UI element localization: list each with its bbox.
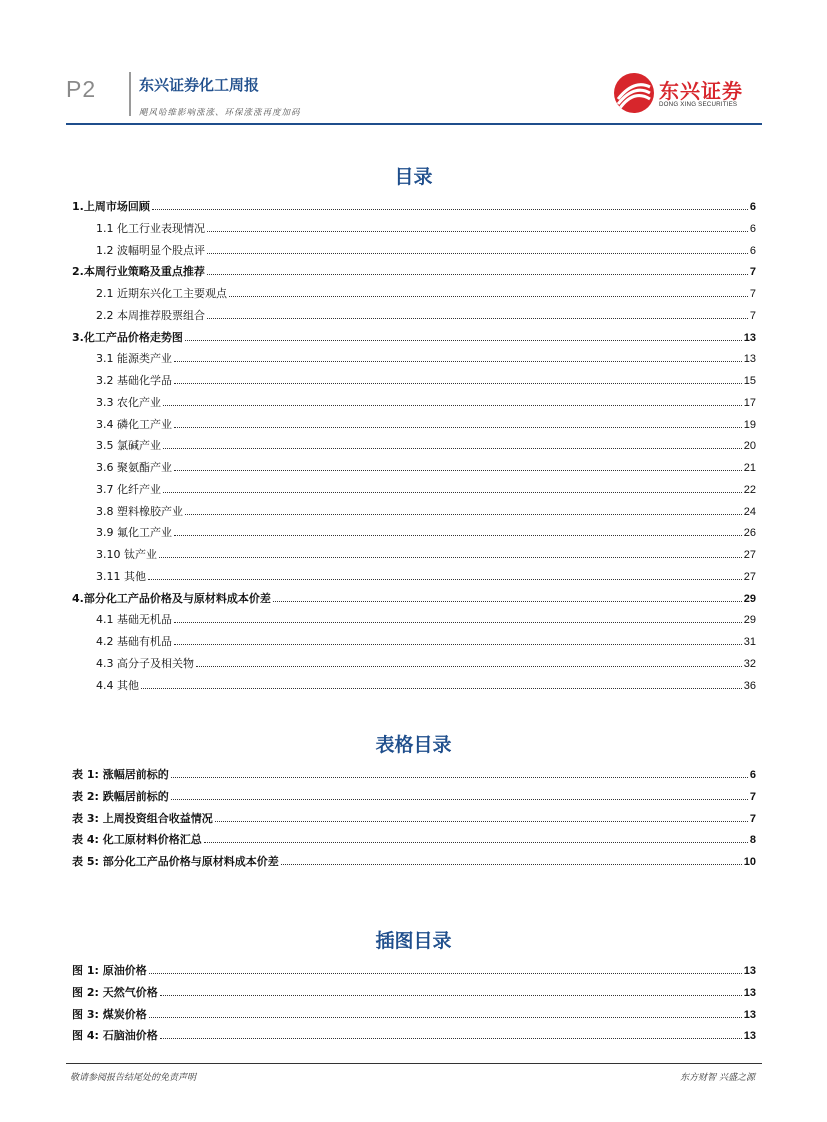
toc-entry[interactable] [96, 633, 756, 649]
toc-entry-label: 3.1 能源类产业 [96, 352, 172, 366]
toc-entry-page: 7 [749, 288, 756, 300]
toc-entry-label: 3.9 氟化工产业 [96, 526, 172, 540]
toc-entry[interactable] [72, 831, 756, 847]
toc-entry-page: 13 [743, 353, 756, 366]
toc-entry-label: 4.4 其他 [96, 678, 139, 692]
toc-leader-dots [215, 810, 748, 822]
toc-entry[interactable] [96, 655, 756, 671]
toc-leader-dots [174, 633, 742, 645]
toc-entry-page: 22 [743, 483, 756, 496]
page-number: P2 [66, 76, 97, 102]
toc-entry[interactable] [96, 350, 756, 366]
toc-entry-label: 4.2 基础有机品 [96, 635, 172, 648]
toc-entry[interactable] [96, 285, 756, 301]
toc-entry-label: 2.本周行业策略及重点推荐 [72, 265, 205, 279]
toc-leader-dots [185, 329, 742, 341]
toc-entry[interactable] [72, 984, 756, 1000]
toc-entry-label: 3.3 农化产业 [96, 395, 161, 409]
toc-entry[interactable] [96, 503, 756, 519]
toc-leader-dots [174, 611, 742, 623]
toc-entry-page: 7 [749, 309, 756, 322]
toc-leader-dots [204, 831, 748, 843]
toc-entry[interactable] [96, 677, 756, 693]
toc-leader-dots [281, 853, 742, 865]
toc-entry[interactable] [96, 307, 756, 323]
toc-leader-dots [149, 962, 742, 974]
page-header [0, 0, 827, 130]
toc-entry[interactable] [72, 962, 756, 978]
toc-entry-page: 24 [743, 505, 756, 518]
toc-leader-dots [207, 307, 748, 319]
toc-leader-dots [149, 1006, 742, 1018]
toc-leader-dots [174, 416, 742, 428]
toc-title: 目录 [394, 166, 433, 188]
toc-entry-page: 6 [749, 244, 756, 257]
toc-entry-page: 21 [743, 462, 756, 474]
toc-entry-label: 图 4: 石脑油价格 [72, 1029, 158, 1043]
toc-entry[interactable] [72, 788, 756, 804]
toc-entry[interactable] [72, 1006, 756, 1022]
header-divider [129, 72, 131, 116]
logo-text-en: DONG XING SECURITIES [659, 101, 738, 108]
disclaimer-note: 敬请参阅报告结尾处的免责声明 [70, 1073, 197, 1083]
toc-leader-dots [174, 459, 742, 471]
report-title: 东兴证券化工周报 [139, 76, 260, 94]
toc-leader-dots [196, 655, 742, 667]
toc-leader-dots [163, 437, 742, 449]
footer-rule [66, 1063, 762, 1064]
toc-leader-dots [159, 546, 742, 558]
toc-entry-label: 表 5: 部分化工产品价格与原材料成本价差 [72, 855, 279, 868]
toc-entry-page: 29 [743, 614, 756, 627]
toc-leader-dots [163, 394, 742, 406]
toc-entry-page: 13 [743, 1030, 756, 1043]
toc-entry-page: 32 [743, 657, 756, 670]
toc-entry-label: 表 4: 化工原材料价格汇总 [72, 833, 202, 847]
toc-entry-label: 3.4 磷化工产业 [96, 417, 172, 431]
footer-slogan: 东方财智 兴盛之源 [680, 1073, 755, 1083]
toc-entry-label: 1.上周市场回顾 [72, 200, 150, 213]
toc-leader-dots [229, 285, 748, 297]
toc-entry[interactable] [96, 242, 756, 258]
toc-entry[interactable] [72, 263, 756, 279]
toc-entry-page: 13 [743, 965, 756, 977]
toc-entry-page: 26 [743, 527, 756, 540]
toc-entry-label: 3.6 聚氨酯产业 [96, 461, 172, 474]
toc-entry-label: 4.1 基础无机品 [96, 613, 172, 627]
toc-leader-dots [163, 481, 742, 493]
toc-entry-page: 6 [749, 222, 756, 235]
toc-entry-page: 15 [743, 375, 756, 387]
toc-entry-page: 19 [743, 418, 756, 431]
toc-entry-label: 3.7 化纤产业 [96, 482, 161, 496]
toc-entry-page: 29 [743, 592, 756, 605]
toc-entry-page: 17 [743, 396, 756, 409]
toc-entry[interactable] [72, 1027, 756, 1043]
toc-entry[interactable] [96, 546, 756, 562]
toc-entry-label: 3.2 基础化学品 [96, 374, 172, 387]
toc-entry[interactable] [96, 394, 756, 410]
toc-entry-label: 1.1 化工行业表现情况 [96, 221, 205, 235]
toc-entry[interactable] [72, 766, 756, 782]
figures-toc-title: 插图目录 [375, 930, 452, 952]
toc-entry[interactable] [72, 329, 756, 345]
toc-entry[interactable] [96, 220, 756, 236]
toc-entry-label: 1.2 波幅明显个股点评 [96, 243, 205, 257]
toc-entry-page: 7 [749, 790, 756, 803]
toc-entry-label: 3.11 其他 [96, 569, 146, 583]
toc-entry-page: 6 [749, 769, 756, 781]
toc-entry-page: 36 [743, 679, 756, 692]
toc-entry[interactable] [96, 372, 756, 388]
toc-entry-page: 6 [749, 201, 756, 213]
toc-entry-label: 图 2: 天然气价格 [72, 985, 158, 999]
header-rule [66, 123, 762, 125]
toc-leader-dots [207, 263, 748, 275]
toc-entry-page: 27 [743, 549, 756, 561]
toc-leader-dots [160, 984, 742, 996]
toc-entry-label: 图 3: 煤炭价格 [72, 1007, 147, 1021]
toc-entry[interactable] [96, 568, 756, 584]
toc-entry-page: 10 [743, 856, 756, 868]
toc-leader-dots [152, 198, 748, 210]
toc-entry-page: 13 [743, 1008, 756, 1021]
toc-entry[interactable] [72, 590, 756, 606]
toc-leader-dots [141, 677, 742, 689]
logo-text-cn: 东兴证券 [659, 79, 743, 103]
toc-entry-page: 31 [743, 636, 756, 648]
toc-entry-label: 4.3 高分子及相关物 [96, 656, 194, 670]
toc-entry-page: 7 [749, 812, 756, 825]
toc-entry-label: 表 1: 涨幅居前标的 [72, 768, 169, 781]
toc-entry-label: 2.1 近期东兴化工主要观点 [96, 287, 227, 300]
toc-entry[interactable] [96, 459, 756, 475]
tables-toc-title: 表格目录 [375, 734, 452, 756]
toc-entry-page: 7 [749, 266, 756, 279]
report-subtitle: 飓风哈维影响涨涨、环保涨涨再度加码 [139, 108, 301, 118]
toc-entry-label: 表 2: 跌幅居前标的 [72, 789, 169, 803]
logo-emblem-icon [614, 73, 654, 113]
toc-entry[interactable] [72, 198, 756, 214]
toc-entry-page: 13 [743, 331, 756, 344]
toc-entry-page: 13 [743, 986, 756, 999]
toc-leader-dots [273, 590, 742, 602]
toc-leader-dots [171, 788, 748, 800]
toc-entry-label: 图 1: 原油价格 [72, 964, 147, 977]
toc-entry-label: 3.化工产品价格走势图 [72, 330, 183, 344]
toc-leader-dots [174, 524, 742, 536]
toc-entry-label: 4.部分化工产品价格及与原材料成本价差 [72, 591, 271, 605]
toc-leader-dots [207, 220, 748, 232]
toc-entry-label: 3.10 钛产业 [96, 548, 157, 561]
toc-entry[interactable] [96, 524, 756, 540]
toc-leader-dots [207, 242, 748, 254]
toc-leader-dots [185, 503, 742, 515]
toc-entry[interactable] [96, 481, 756, 497]
toc-entry[interactable] [96, 416, 756, 432]
toc-entry-page: 8 [749, 834, 756, 847]
toc-leader-dots [160, 1027, 742, 1039]
toc-leader-dots [174, 350, 742, 362]
toc-entry-label: 表 3: 上周投资组合收益情况 [72, 811, 213, 825]
toc-entry[interactable] [72, 810, 756, 826]
toc-entry-label: 3.5 氯碱产业 [96, 439, 161, 453]
toc-leader-dots [148, 568, 742, 580]
company-logo [614, 73, 744, 113]
toc-leader-dots [174, 372, 742, 384]
toc-leader-dots [171, 766, 748, 778]
toc-entry-page: 20 [743, 440, 756, 453]
toc-entry[interactable] [96, 611, 756, 627]
toc-entry[interactable] [96, 437, 756, 453]
toc-entry-label: 2.2 本周推荐股票组合 [96, 308, 205, 322]
toc-entry-page: 27 [743, 570, 756, 583]
toc-entry[interactable] [72, 853, 756, 869]
toc-entry-label: 3.8 塑料橡胶产业 [96, 504, 183, 518]
